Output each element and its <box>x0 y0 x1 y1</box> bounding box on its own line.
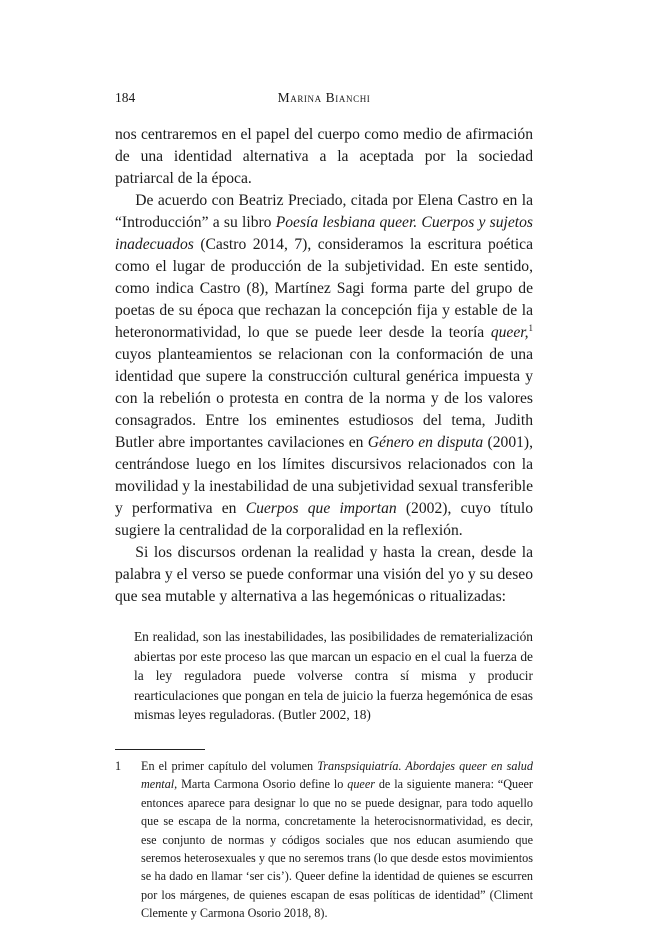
footnote-divider <box>115 749 205 750</box>
paragraph-2-text-b: (Castro 2014, 7), consideramos la escritura poética como el lugar de producción de la subjetividad. En este sentido, como indica Castro (8), Martínez Sagi forma parte del grupo de poetas de su época que rechazan la concepción fija y estable de la heteronormatividad, lo que se puede leer desde la teoría <box>115 236 533 341</box>
book-title-poesia-lesbiana: Poesía lesbiana queer. Cuerpos y sujetos inadecuados <box>115 214 533 253</box>
book-page <box>115 90 533 923</box>
book-title-genero-en-disputa: Género en disputa <box>367 434 484 451</box>
paragraph-3-text: Si los discursos ordenan la realidad y hasta la crean, desde la palabra y el verso se puede conformar una visión del yo y su deseo que sea mutable y alternativa a las hegemónicas o ritualizadas: <box>115 544 533 605</box>
paragraph-3 <box>115 542 533 608</box>
paragraph-1-text: nos centraremos en el papel del cuerpo como medio de afirmación de una identidad alternativa a la aceptada por la sociedad patriarcal de la época. <box>115 126 533 187</box>
running-header <box>115 90 533 114</box>
footnote-number: 1 <box>115 758 122 773</box>
block-quote-text: En realidad, son las inestabilidades, las posibilidades de rematerialización abiertas por este proceso las que marcan un espacio en el cual la fuerza de la ley reguladora puede volverse contra sí misma y producir rearticulaciones que pongan en tela de juicio la fuerza hegemónica de esas mismas leyes reguladoras. (Butler 2002, 18) <box>134 629 533 723</box>
paragraph-2-text-a: De acuerdo con Beatriz Preciado, citada por Elena Castro en la “Introducción” a su libro <box>115 192 533 231</box>
footnote-text <box>141 757 533 923</box>
paragraph-2-text-c: cuyos planteamientos se relacionan con la conformación de una identidad que supere la construcción cultural genérica impuesta y con la rebelión o protesta en contra de la norma y de los valores consagrados. Entre los eminentes estudiosos del tema, Judith Butler abre importantes cavilaciones en <box>115 346 533 451</box>
footnote-reference[interactable]: 1 <box>528 322 533 333</box>
book-title-cuerpos-que-importan: Cuerpos que importan <box>245 500 397 517</box>
body-text <box>115 124 533 608</box>
paragraph-1 <box>115 124 533 190</box>
footnote-text-a: En el primer capítulo del volumen <box>141 758 318 773</box>
page-number: 184 <box>115 90 136 105</box>
paragraph-2-text-d: (2001), centrándose luego en los límites discursivos relacionados con la movilidad y la inestabilidad de una subjetividad sexual transferible y performativa en <box>115 434 534 517</box>
paragraph-2-text-e: (2002), cuyo título sugiere la centralidad de la corporalidad en la reflexión. <box>115 500 533 539</box>
footnote-text-b: Marta Carmona Osorio define lo <box>177 777 348 792</box>
running-title: Marina Bianchi <box>277 90 371 105</box>
footnote-1 <box>115 757 533 923</box>
paragraph-2 <box>115 190 533 542</box>
term-queer: queer, <box>490 324 529 341</box>
block-quote <box>134 627 533 725</box>
footnote-term-queer: queer <box>347 777 375 792</box>
footnote-text-c: de la siguiente manera: “Queer entonces aparece para designar lo que no se puede designar, para todo aquello que se escapa de la norma, concretamente la heterocisnormatividad, es decir, ese conjunto de normas y códigos sociales que nos educan asumiendo que seremos heterosexuales y que no seremos trans (lo que desde estos movimientos se ha dado en llamar ‘ser cis’). Queer define la identidad de quienes se escurren por los márgenes, de quienes escapan de esas políticas de identidad” (Climent Clemente y Carmona Osorio 2018, 8). <box>141 777 533 921</box>
footnote-book-title: Transpsiquiatría. Abordajes queer en salud mental, <box>141 758 533 792</box>
